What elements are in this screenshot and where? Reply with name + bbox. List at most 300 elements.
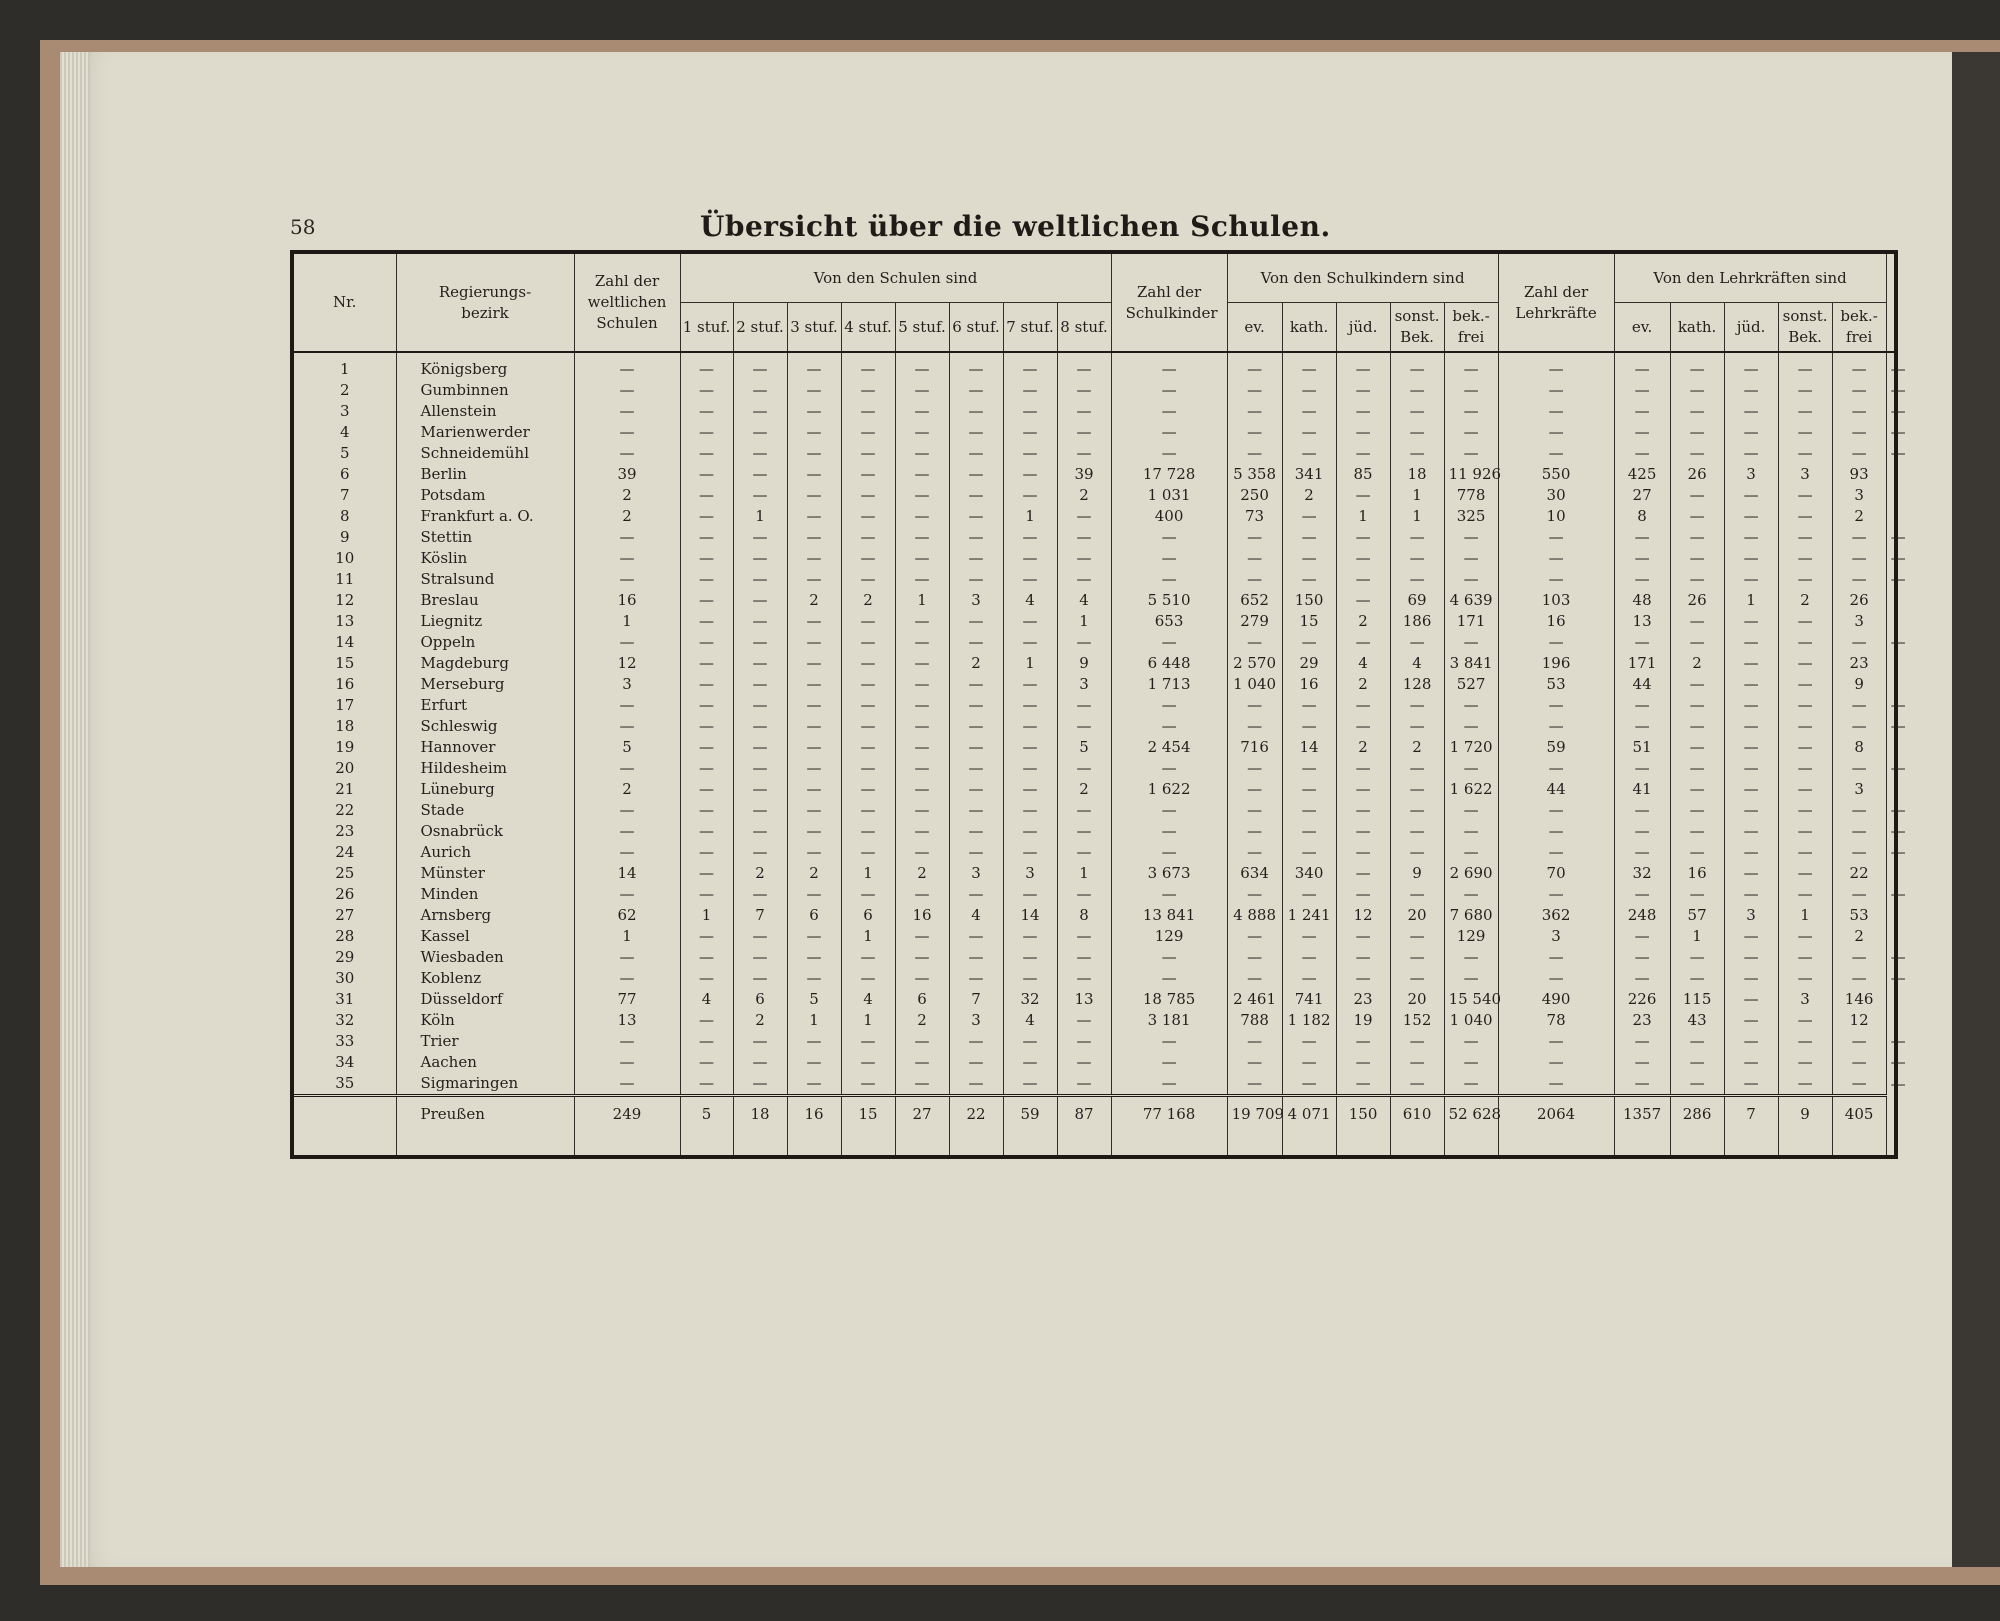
table-cell: — [1724, 821, 1778, 842]
table-row [292, 947, 1896, 968]
table-cell: 13 [574, 1010, 680, 1031]
table-cell: — [1670, 401, 1724, 422]
total-cell: 18 [733, 1096, 787, 1132]
table-cell: 73 [1227, 506, 1282, 527]
table-cell: 4 [1336, 653, 1390, 674]
table-cell: 2 [1057, 779, 1111, 800]
table-cell: 3 [1778, 989, 1832, 1010]
table-cell: 196 [1498, 653, 1614, 674]
table-cell: — [1778, 695, 1832, 716]
table-cell: — [1832, 968, 1886, 989]
table-cell: 6 [787, 905, 841, 926]
table-cell: — [787, 485, 841, 506]
table-cell: — [680, 842, 733, 863]
table-cell: 17 728 [1111, 464, 1227, 485]
table-row [292, 1073, 1896, 1096]
table-cell: — [1282, 695, 1336, 716]
row-number: 1 [292, 359, 396, 380]
table-cell: — [1670, 800, 1724, 821]
row-number: 16 [292, 674, 396, 695]
table-cell: — [733, 548, 787, 569]
table-cell: — [1227, 359, 1282, 380]
table-cell: — [787, 947, 841, 968]
table-cell: — [1498, 800, 1614, 821]
table-cell: — [1111, 359, 1227, 380]
table-cell: — [1724, 527, 1778, 548]
district-name: Magdeburg [396, 653, 574, 674]
table-cell: 2 [574, 779, 680, 800]
table-cell: 279 [1227, 611, 1282, 632]
table-cell: 741 [1282, 989, 1336, 1010]
table-cell: — [949, 947, 1003, 968]
table-cell: 4 [949, 905, 1003, 926]
table-cell: 85 [1336, 464, 1390, 485]
table-cell: — [1227, 569, 1282, 590]
table-cell: — [1886, 1052, 1896, 1073]
table-cell: — [1670, 1073, 1724, 1096]
table-cell: 1 713 [1111, 674, 1227, 695]
table-cell: — [1003, 359, 1057, 380]
table-cell: — [1778, 821, 1832, 842]
table-cell: 2 [574, 485, 680, 506]
table-cell: — [1057, 1031, 1111, 1052]
table-cell: 5 [574, 737, 680, 758]
table-cell: — [895, 359, 949, 380]
table-cell: — [1003, 695, 1057, 716]
total-cell: 286 [1670, 1096, 1724, 1132]
table-cell: — [1832, 443, 1886, 464]
table-cell: — [1724, 1010, 1778, 1031]
table-cell: — [1111, 968, 1227, 989]
table-cell: — [1832, 947, 1886, 968]
row-number: 17 [292, 695, 396, 716]
row-number: 23 [292, 821, 396, 842]
table-cell: 20 [1390, 905, 1444, 926]
table-cell: — [1724, 506, 1778, 527]
table-cell: — [1227, 443, 1282, 464]
table-cell: — [1614, 359, 1670, 380]
table-cell: 8 [1057, 905, 1111, 926]
table-cell: — [1336, 380, 1390, 401]
table-cell: 362 [1498, 905, 1614, 926]
table-cell: — [949, 821, 1003, 842]
table-cell: — [1390, 800, 1444, 821]
header-nr: Nr. [292, 252, 396, 352]
row-number: 22 [292, 800, 396, 821]
table-cell: — [1390, 527, 1444, 548]
row-number: 9 [292, 527, 396, 548]
table-cell: — [680, 884, 733, 905]
table-cell: — [1886, 695, 1896, 716]
table-cell: 150 [1282, 590, 1336, 611]
table-cell: — [1282, 380, 1336, 401]
row-number: 2 [292, 380, 396, 401]
table-cell: — [1336, 527, 1390, 548]
district-name: Düsseldorf [396, 989, 574, 1010]
table-cell: 2 [787, 863, 841, 884]
table-cell: — [680, 1031, 733, 1052]
table-cell: — [949, 422, 1003, 443]
table-cell: — [1832, 401, 1886, 422]
table-cell: — [1003, 926, 1057, 947]
table-cell: — [787, 968, 841, 989]
table-cell: — [1057, 359, 1111, 380]
table-cell: — [1444, 422, 1498, 443]
table-cell: 1 031 [1111, 485, 1227, 506]
table-cell: — [1336, 569, 1390, 590]
table-cell: 7 [733, 905, 787, 926]
row-number: 14 [292, 632, 396, 653]
table-cell: 44 [1498, 779, 1614, 800]
district-name: Minden [396, 884, 574, 905]
table-cell: — [1670, 947, 1724, 968]
table-cell: — [1670, 1031, 1724, 1052]
table-cell: — [680, 716, 733, 737]
district-name: Schneidemühl [396, 443, 574, 464]
table-cell: — [787, 464, 841, 485]
table-cell: — [1111, 527, 1227, 548]
table-cell: 6 [841, 905, 895, 926]
table-cell: 4 [1003, 590, 1057, 611]
total-cell: 22 [949, 1096, 1003, 1132]
table-cell: — [680, 758, 733, 779]
table-cell: — [787, 1031, 841, 1052]
table-cell: — [1227, 842, 1282, 863]
table-cell: 16 [1498, 611, 1614, 632]
table-cell: — [1057, 947, 1111, 968]
table-cell: — [1390, 1073, 1444, 1096]
table-cell: 3 [1832, 485, 1886, 506]
table-cell: 4 [680, 989, 733, 1010]
table-cell: 62 [574, 905, 680, 926]
table-cell: — [1003, 485, 1057, 506]
table-cell: 9 [1832, 674, 1886, 695]
table-cell: — [680, 443, 733, 464]
table-cell: — [680, 737, 733, 758]
table-cell: — [733, 947, 787, 968]
table-cell: — [895, 674, 949, 695]
table-cell: — [1111, 422, 1227, 443]
table-cell: 30 [1498, 485, 1614, 506]
table-cell: — [787, 674, 841, 695]
table-cell: — [1336, 632, 1390, 653]
table-cell: — [574, 695, 680, 716]
table-cell: 7 680 [1444, 905, 1498, 926]
table-cell: — [1057, 821, 1111, 842]
table-cell: — [1778, 800, 1832, 821]
district-name: Köslin [396, 548, 574, 569]
table-cell: — [895, 821, 949, 842]
table-cell: — [1886, 443, 1896, 464]
table-cell: 2 [1336, 674, 1390, 695]
table-cell: — [1003, 758, 1057, 779]
table-cell: 5 [787, 989, 841, 1010]
table-cell: 4 [1003, 1010, 1057, 1031]
table-cell: — [733, 401, 787, 422]
table-cell: — [574, 947, 680, 968]
table-cell: — [1886, 359, 1896, 380]
table-cell: — [1227, 884, 1282, 905]
table-cell: — [841, 842, 895, 863]
table-cell: — [787, 1073, 841, 1096]
table-cell: 1 [841, 863, 895, 884]
header-von-lehr: Von den Lehrkräften sind [1614, 252, 1886, 303]
table-cell: — [1227, 695, 1282, 716]
table-cell: — [733, 1073, 787, 1096]
header-stufe-7: 8 stuf. [1057, 303, 1111, 353]
table-cell: — [1390, 1031, 1444, 1052]
table-cell: 53 [1498, 674, 1614, 695]
table-cell: 129 [1111, 926, 1227, 947]
table-cell: — [841, 422, 895, 443]
table-cell: 6 [895, 989, 949, 1010]
table-cell: — [1498, 947, 1614, 968]
row-number: 8 [292, 506, 396, 527]
header-kinder-3: sonst. Bek. [1390, 303, 1444, 353]
table-cell: — [1282, 422, 1336, 443]
table-cell: — [787, 443, 841, 464]
table-cell: — [787, 401, 841, 422]
table-cell: — [1336, 443, 1390, 464]
table-cell: — [841, 569, 895, 590]
table-cell: — [1670, 380, 1724, 401]
row-number: 10 [292, 548, 396, 569]
table-cell: — [1724, 443, 1778, 464]
table-cell: — [1778, 359, 1832, 380]
table-cell: — [733, 737, 787, 758]
table-cell: 27 [1614, 485, 1670, 506]
table-cell: — [1724, 485, 1778, 506]
table-cell: — [1498, 842, 1614, 863]
table-cell: — [949, 968, 1003, 989]
table-cell: 1 [574, 611, 680, 632]
district-name: Schleswig [396, 716, 574, 737]
table-cell: 2 [1390, 737, 1444, 758]
table-cell: — [680, 1052, 733, 1073]
table-cell: — [1282, 716, 1336, 737]
table-cell: 10 [1498, 506, 1614, 527]
table-cell: — [1778, 716, 1832, 737]
table-cell: — [574, 884, 680, 905]
table-cell: 12 [1832, 1010, 1886, 1031]
table-cell: 19 [1336, 1010, 1390, 1031]
table-cell: — [1724, 611, 1778, 632]
table-cell: — [1832, 632, 1886, 653]
table-cell: — [1336, 884, 1390, 905]
table-cell: — [1057, 380, 1111, 401]
total-row [292, 1096, 1896, 1132]
table-cell: — [1336, 926, 1390, 947]
table-cell: — [895, 506, 949, 527]
table-cell: 6 448 [1111, 653, 1227, 674]
table-cell: — [680, 653, 733, 674]
table-cell: — [787, 758, 841, 779]
table-cell: 23 [1832, 653, 1886, 674]
table-cell: — [1614, 401, 1670, 422]
table-cell: — [895, 422, 949, 443]
table-cell: — [1336, 758, 1390, 779]
table-cell: 550 [1498, 464, 1614, 485]
row-number: 28 [292, 926, 396, 947]
row-number: 32 [292, 1010, 396, 1031]
table-cell: — [1498, 1073, 1614, 1096]
table-cell: — [895, 1073, 949, 1096]
table-cell: 16 [1670, 863, 1724, 884]
table-cell: 1 [841, 1010, 895, 1031]
table-cell: — [680, 569, 733, 590]
table-cell: — [1336, 779, 1390, 800]
table-cell: — [949, 569, 1003, 590]
table-cell: — [1670, 506, 1724, 527]
table-cell: — [895, 926, 949, 947]
table-cell: — [1282, 947, 1336, 968]
table-row [292, 464, 1896, 485]
total-cell: 2064 [1498, 1096, 1614, 1132]
table-cell: 400 [1111, 506, 1227, 527]
header-von-schulen: Von den Schulen sind [680, 252, 1111, 303]
table-cell: — [1614, 1052, 1670, 1073]
table-cell: — [1282, 926, 1336, 947]
table-cell: — [1724, 968, 1778, 989]
table-cell: — [1111, 401, 1227, 422]
table-cell: — [1724, 653, 1778, 674]
district-name: Arnsberg [396, 905, 574, 926]
table-cell: — [680, 821, 733, 842]
header-von-kindern: Von den Schulkindern sind [1227, 252, 1498, 303]
table-cell: — [1227, 380, 1282, 401]
table-cell: — [1498, 884, 1614, 905]
table-cell: — [1003, 947, 1057, 968]
table-cell: 3 [949, 590, 1003, 611]
table-cell: — [1282, 800, 1336, 821]
table-cell: — [1003, 737, 1057, 758]
table-cell: — [733, 632, 787, 653]
district-name: Osnabrück [396, 821, 574, 842]
table-cell: — [1724, 1052, 1778, 1073]
table-cell: — [1670, 968, 1724, 989]
district-name: Gumbinnen [396, 380, 574, 401]
table-cell: — [1886, 758, 1896, 779]
table-row [292, 506, 1896, 527]
table-cell: — [787, 380, 841, 401]
header-stufe-6: 7 stuf. [1003, 303, 1057, 353]
header-kinder-2: jüd. [1336, 303, 1390, 353]
table-cell: — [1057, 506, 1111, 527]
table-cell: — [1444, 527, 1498, 548]
page-title: Übersicht über die weltlichen Schulen. [700, 210, 1331, 243]
table-row [292, 863, 1896, 884]
table-cell: — [895, 569, 949, 590]
table-cell: — [1282, 1073, 1336, 1096]
table-cell: — [1444, 968, 1498, 989]
table-cell: — [1390, 1052, 1444, 1073]
table-cell: — [1670, 737, 1724, 758]
row-number: 12 [292, 590, 396, 611]
table-cell: — [1498, 758, 1614, 779]
table-cell: — [1336, 422, 1390, 443]
table-row [292, 590, 1896, 611]
table-cell: 23 [1614, 1010, 1670, 1031]
total-cell: 27 [895, 1096, 949, 1132]
table-cell: — [1057, 401, 1111, 422]
district-name: Merseburg [396, 674, 574, 695]
table-cell: — [1111, 1052, 1227, 1073]
table-cell: — [680, 1010, 733, 1031]
table-cell: 1 [1390, 506, 1444, 527]
table-cell: 4 [841, 989, 895, 1010]
table-cell: — [1003, 527, 1057, 548]
table-cell: — [787, 632, 841, 653]
table-cell: — [1282, 968, 1336, 989]
header-kinder-1: kath. [1282, 303, 1336, 353]
table-cell: — [1444, 947, 1498, 968]
table-cell: — [733, 359, 787, 380]
table-cell: — [574, 569, 680, 590]
table-cell: 53 [1832, 905, 1886, 926]
table-cell: 4 888 [1227, 905, 1282, 926]
table-cell: 57 [1670, 905, 1724, 926]
table-cell: — [1444, 401, 1498, 422]
table-cell: — [1003, 611, 1057, 632]
table-cell: — [1724, 842, 1778, 863]
table-cell: 634 [1227, 863, 1282, 884]
table-cell: — [787, 653, 841, 674]
table-cell: — [1832, 569, 1886, 590]
table-cell: 39 [1057, 464, 1111, 485]
table-cell: — [1778, 443, 1832, 464]
district-name: Potsdam [396, 485, 574, 506]
statistics-table [290, 250, 1906, 1159]
table-cell: 70 [1498, 863, 1614, 884]
table-cell: — [1336, 359, 1390, 380]
table-cell: — [895, 758, 949, 779]
table-cell: — [841, 401, 895, 422]
district-name: Lüneburg [396, 779, 574, 800]
table-cell: — [841, 359, 895, 380]
table-cell: — [680, 527, 733, 548]
table-cell: — [1886, 947, 1896, 968]
table-cell: — [949, 506, 1003, 527]
table-cell: — [574, 968, 680, 989]
row-number: 18 [292, 716, 396, 737]
table-cell: — [1614, 842, 1670, 863]
row-number: 6 [292, 464, 396, 485]
table-cell: — [1111, 443, 1227, 464]
table-cell: 51 [1614, 737, 1670, 758]
table-cell: — [1444, 884, 1498, 905]
table-cell: — [1886, 401, 1896, 422]
table-cell: 78 [1498, 1010, 1614, 1031]
table-cell: 14 [574, 863, 680, 884]
district-name: Oppeln [396, 632, 574, 653]
table-cell: — [1111, 1073, 1227, 1096]
table-cell: — [1614, 1031, 1670, 1052]
table-cell: — [1724, 632, 1778, 653]
table-cell: — [1444, 548, 1498, 569]
table-cell: — [1282, 758, 1336, 779]
table-row [292, 527, 1896, 548]
table-cell: — [1724, 1073, 1778, 1096]
table-cell: — [895, 737, 949, 758]
table-cell: — [1724, 380, 1778, 401]
table-cell: — [895, 380, 949, 401]
table-cell: — [949, 779, 1003, 800]
table-cell: — [841, 611, 895, 632]
table-cell: — [1724, 548, 1778, 569]
header-lehr-3: sonst. Bek. [1778, 303, 1832, 353]
table-row [292, 716, 1896, 737]
table-cell: — [1498, 422, 1614, 443]
